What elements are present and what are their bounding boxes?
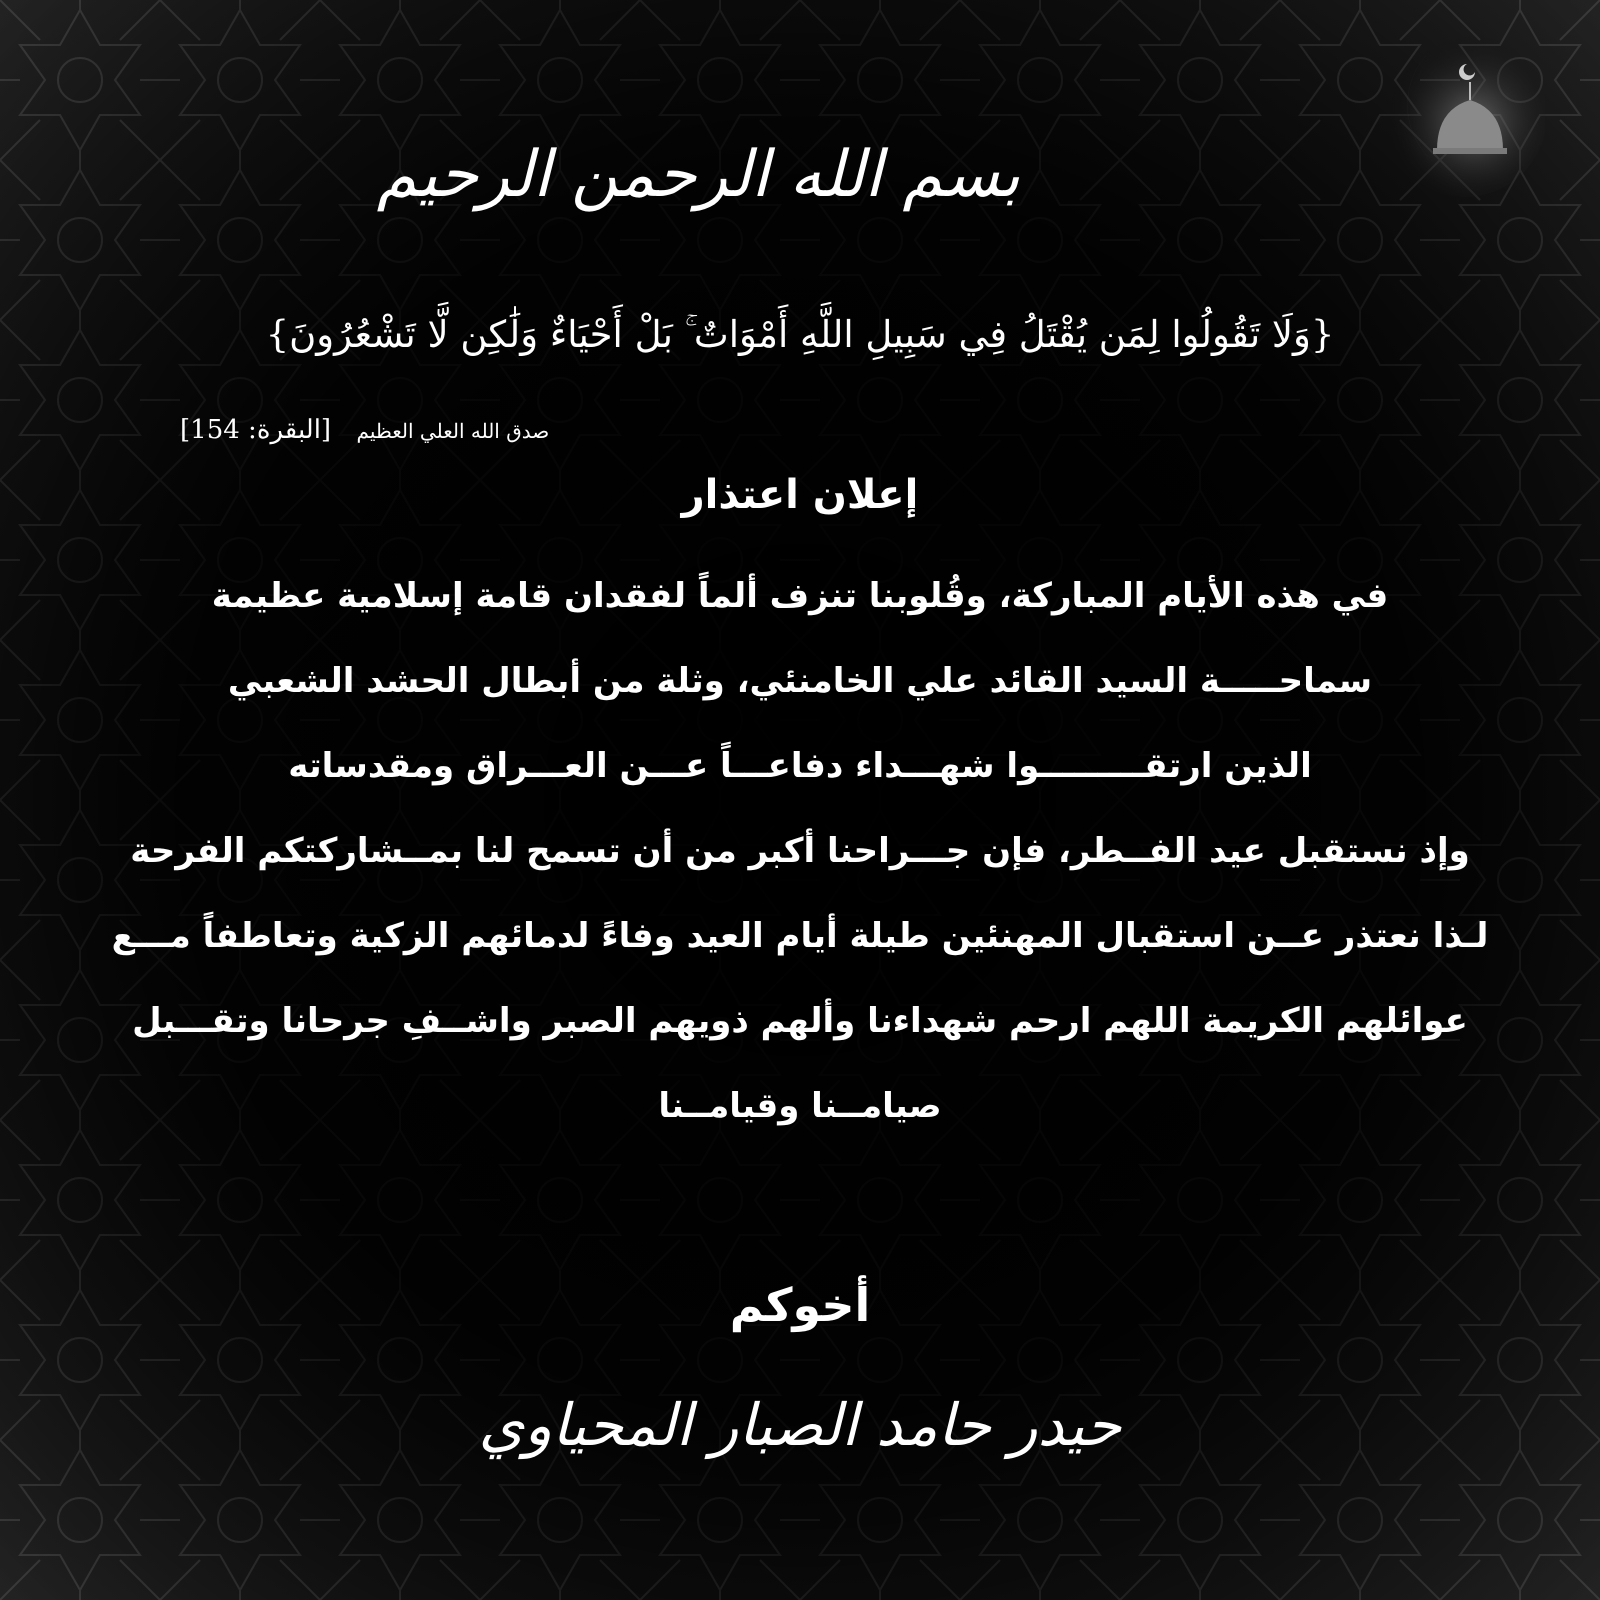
citation-text: صدق الله العلي العظيم xyxy=(356,419,550,443)
verse-citation xyxy=(180,410,620,450)
closing-salutation: أخوكم xyxy=(729,1278,871,1332)
citation-reference: [البقرة: 154] xyxy=(180,415,332,445)
announcement-title: إعلان اعتذار xyxy=(681,472,919,518)
quran-verse: {وَلَا تَقُولُوا لِمَن يُقْتَلُ فِي سَبِيلِ اللَّهِ أَمْوَاتٌ ۚ بَلْ أَحْيَاءٌ وَلَٰكِن لَّا تَشْعُرُونَ} xyxy=(265,313,1335,356)
body-line-3: الذين ارتقـــــــــوا شهـــداء دفاعـــاً عـــن العـــراق ومقدساته xyxy=(288,746,1312,786)
body-line-2: سماحـــــة السيد القائد علي الخامنئي، وثلة من أبطال الحشد الشعبي xyxy=(227,661,1373,701)
body-line-5: لـذا نعتذر عــن استقبال المهنئين طيلة أيام العيد وفاءً لدمائهم الزكية وتعاطفاً مـــع xyxy=(111,916,1489,956)
body-line-7: صيامــنا وقيامــنا xyxy=(658,1086,942,1126)
basmala-calligraphy: بسم الله الرحمن الرحيم xyxy=(376,138,1020,212)
body-line-6: عوائلهم الكريمة اللهم ارحم شهداءنا وألهم ذويهم الصبر واشــفِ جرحانا وتقـــبل xyxy=(132,1001,1468,1041)
crescent-moon-mosque-dome-icon xyxy=(1375,30,1545,200)
body-line-1: في هذه الأيام المباركة، وقُلوبنا تنزف ألماً لفقدان قامة إسلامية عظيمة xyxy=(211,576,1389,616)
signature-name: حيدر حامد الصبار المحياوي xyxy=(478,1391,1122,1459)
body-line-4: وإذ نستقبل عيد الفــطر، فإن جـــراحنا أكبر من أن تسمح لنا بمــشاركتكم الفرحة xyxy=(130,831,1470,871)
